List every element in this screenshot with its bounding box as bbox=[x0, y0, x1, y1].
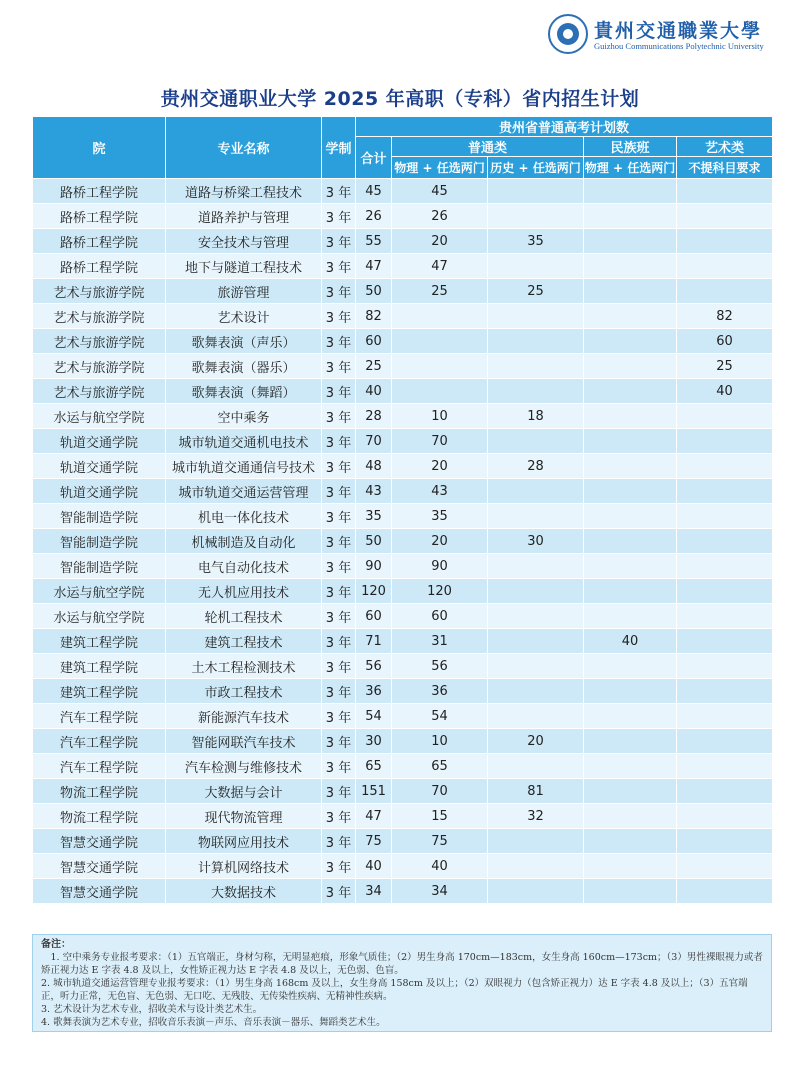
cell-history: 35 bbox=[488, 229, 584, 254]
cell-ethnic bbox=[584, 304, 677, 329]
cell-physics: 26 bbox=[392, 204, 488, 229]
cell-major: 歌舞表演（器乐） bbox=[166, 354, 322, 379]
cell-years: 3 年 bbox=[322, 579, 356, 604]
cell-ethnic bbox=[584, 679, 677, 704]
cell-major: 汽车检测与维修技术 bbox=[166, 754, 322, 779]
cell-ethnic bbox=[584, 554, 677, 579]
cell-major: 城市轨道交通机电技术 bbox=[166, 429, 322, 454]
cell-physics: 31 bbox=[392, 629, 488, 654]
cell-ethnic bbox=[584, 229, 677, 254]
note-4: 4. 歌舞表演为艺术专业，招收音乐表演－声乐、音乐表演－器乐、舞蹈类艺术生。 bbox=[41, 1017, 386, 1028]
cell-major: 城市轨道交通通信号技术 bbox=[166, 454, 322, 479]
table-row bbox=[33, 604, 773, 629]
cell-physics: 10 bbox=[392, 729, 488, 754]
cell-years: 3 年 bbox=[322, 479, 356, 504]
cell-major: 歌舞表演（声乐） bbox=[166, 329, 322, 354]
cell-physics: 43 bbox=[392, 479, 488, 504]
university-seal-icon bbox=[548, 14, 588, 54]
cell-years: 3 年 bbox=[322, 729, 356, 754]
cell-college: 智能制造学院 bbox=[33, 529, 166, 554]
cell-major: 无人机应用技术 bbox=[166, 579, 322, 604]
cell-physics: 56 bbox=[392, 654, 488, 679]
cell-total: 60 bbox=[356, 329, 392, 354]
cell-art bbox=[677, 679, 773, 704]
cell-years: 3 年 bbox=[322, 604, 356, 629]
cell-total: 36 bbox=[356, 679, 392, 704]
cell-art bbox=[677, 754, 773, 779]
cell-years: 3 年 bbox=[322, 554, 356, 579]
header-physics-track: 物理 + 任选两门 bbox=[392, 157, 488, 179]
cell-physics: 45 bbox=[392, 179, 488, 204]
cell-major: 计算机网络技术 bbox=[166, 854, 322, 879]
cell-ethnic bbox=[584, 404, 677, 429]
cell-ethnic bbox=[584, 704, 677, 729]
cell-major: 安全技术与管理 bbox=[166, 229, 322, 254]
cell-college: 智慧交通学院 bbox=[33, 854, 166, 879]
cell-art bbox=[677, 504, 773, 529]
cell-years: 3 年 bbox=[322, 779, 356, 804]
cell-ethnic bbox=[584, 379, 677, 404]
cell-major: 机械制造及自动化 bbox=[166, 529, 322, 554]
cell-physics bbox=[392, 329, 488, 354]
cell-ethnic bbox=[584, 179, 677, 204]
cell-history bbox=[488, 304, 584, 329]
table-row bbox=[33, 354, 773, 379]
cell-total: 65 bbox=[356, 754, 392, 779]
cell-total: 120 bbox=[356, 579, 392, 604]
cell-history bbox=[488, 479, 584, 504]
cell-physics: 20 bbox=[392, 529, 488, 554]
cell-ethnic bbox=[584, 254, 677, 279]
cell-history bbox=[488, 879, 584, 904]
cell-ethnic bbox=[584, 354, 677, 379]
cell-major: 歌舞表演（舞蹈） bbox=[166, 379, 322, 404]
cell-major: 物联网应用技术 bbox=[166, 829, 322, 854]
enrollment-table-wrapper bbox=[32, 116, 772, 904]
cell-years: 3 年 bbox=[322, 754, 356, 779]
cell-physics: 120 bbox=[392, 579, 488, 604]
table-row bbox=[33, 754, 773, 779]
cell-history bbox=[488, 629, 584, 654]
table-row bbox=[33, 829, 773, 854]
cell-college: 汽车工程学院 bbox=[33, 729, 166, 754]
cell-history bbox=[488, 379, 584, 404]
cell-total: 56 bbox=[356, 654, 392, 679]
cell-art bbox=[677, 404, 773, 429]
cell-physics: 47 bbox=[392, 254, 488, 279]
table-row bbox=[33, 779, 773, 804]
cell-ethnic bbox=[584, 429, 677, 454]
cell-art bbox=[677, 254, 773, 279]
cell-years: 3 年 bbox=[322, 404, 356, 429]
cell-total: 71 bbox=[356, 629, 392, 654]
cell-physics: 25 bbox=[392, 279, 488, 304]
cell-major: 旅游管理 bbox=[166, 279, 322, 304]
cell-college: 路桥工程学院 bbox=[33, 179, 166, 204]
cell-physics bbox=[392, 354, 488, 379]
cell-college: 艺术与旅游学院 bbox=[33, 379, 166, 404]
table-row bbox=[33, 629, 773, 654]
cell-art bbox=[677, 854, 773, 879]
cell-total: 55 bbox=[356, 229, 392, 254]
notes-title: 备注： bbox=[41, 939, 71, 950]
cell-total: 54 bbox=[356, 704, 392, 729]
cell-physics: 60 bbox=[392, 604, 488, 629]
cell-total: 48 bbox=[356, 454, 392, 479]
cell-history bbox=[488, 354, 584, 379]
cell-art bbox=[677, 429, 773, 454]
cell-history bbox=[488, 554, 584, 579]
cell-college: 汽车工程学院 bbox=[33, 704, 166, 729]
cell-physics: 40 bbox=[392, 854, 488, 879]
cell-total: 28 bbox=[356, 404, 392, 429]
cell-history bbox=[488, 654, 584, 679]
university-logo bbox=[548, 14, 780, 58]
cell-physics: 65 bbox=[392, 754, 488, 779]
note-3: 3. 艺术设计为艺术专业，招收美术与设计类艺术生。 bbox=[41, 1004, 263, 1015]
cell-ethnic bbox=[584, 854, 677, 879]
cell-major: 市政工程技术 bbox=[166, 679, 322, 704]
cell-total: 43 bbox=[356, 479, 392, 504]
cell-physics: 34 bbox=[392, 879, 488, 904]
cell-ethnic bbox=[584, 529, 677, 554]
cell-history: 25 bbox=[488, 279, 584, 304]
cell-ethnic bbox=[584, 454, 677, 479]
cell-history: 20 bbox=[488, 729, 584, 754]
cell-college: 路桥工程学院 bbox=[33, 254, 166, 279]
cell-physics: 54 bbox=[392, 704, 488, 729]
cell-years: 3 年 bbox=[322, 454, 356, 479]
cell-total: 35 bbox=[356, 504, 392, 529]
cell-history bbox=[488, 604, 584, 629]
header-history-track: 历史 + 任选两门 bbox=[488, 157, 584, 179]
cell-college: 智慧交通学院 bbox=[33, 829, 166, 854]
table-row bbox=[33, 379, 773, 404]
cell-history: 28 bbox=[488, 454, 584, 479]
cell-major: 电气自动化技术 bbox=[166, 554, 322, 579]
cell-physics: 70 bbox=[392, 429, 488, 454]
cell-history: 32 bbox=[488, 804, 584, 829]
cell-years: 3 年 bbox=[322, 654, 356, 679]
cell-college: 水运与航空学院 bbox=[33, 404, 166, 429]
cell-ethnic bbox=[584, 779, 677, 804]
cell-total: 47 bbox=[356, 804, 392, 829]
cell-physics: 10 bbox=[392, 404, 488, 429]
header-ethnic: 民族班 bbox=[584, 137, 677, 157]
cell-major: 大数据与会计 bbox=[166, 779, 322, 804]
cell-total: 70 bbox=[356, 429, 392, 454]
cell-physics: 36 bbox=[392, 679, 488, 704]
table-row bbox=[33, 279, 773, 304]
cell-history bbox=[488, 504, 584, 529]
cell-ethnic bbox=[584, 604, 677, 629]
table-row bbox=[33, 254, 773, 279]
cell-college: 建筑工程学院 bbox=[33, 654, 166, 679]
table-row bbox=[33, 854, 773, 879]
table-row bbox=[33, 579, 773, 604]
cell-ethnic bbox=[584, 729, 677, 754]
cell-years: 3 年 bbox=[322, 204, 356, 229]
cell-major: 新能源汽车技术 bbox=[166, 704, 322, 729]
cell-art bbox=[677, 479, 773, 504]
table-row bbox=[33, 804, 773, 829]
cell-physics: 20 bbox=[392, 454, 488, 479]
cell-history bbox=[488, 429, 584, 454]
cell-college: 艺术与旅游学院 bbox=[33, 354, 166, 379]
cell-history bbox=[488, 579, 584, 604]
cell-physics bbox=[392, 304, 488, 329]
header-years: 学制 bbox=[322, 117, 356, 179]
table-row bbox=[33, 404, 773, 429]
cell-total: 26 bbox=[356, 204, 392, 229]
cell-major: 轮机工程技术 bbox=[166, 604, 322, 629]
table-row bbox=[33, 529, 773, 554]
note-2: 2. 城市轨道交通运营管理专业报考要求：（1）男生身高 168cm 及以上，女生身高 158cm 及以上；（2）双眼视力（包含矫正视力）达 E 字表 4.8 及以上；（3）五官端正，听力正常，无色盲、无色弱、无口吃、无残肢、无传染性疾病、无精神性疾病。 bbox=[41, 978, 748, 1002]
cell-ethnic bbox=[584, 829, 677, 854]
cell-college: 建筑工程学院 bbox=[33, 629, 166, 654]
cell-art: 25 bbox=[677, 354, 773, 379]
cell-physics: 15 bbox=[392, 804, 488, 829]
cell-major: 土木工程检测技术 bbox=[166, 654, 322, 679]
cell-college: 轨道交通学院 bbox=[33, 429, 166, 454]
cell-ethnic bbox=[584, 479, 677, 504]
cell-ethnic bbox=[584, 329, 677, 354]
header-ethnic-physics-track: 物理 + 任选两门 bbox=[584, 157, 677, 179]
cell-college: 物流工程学院 bbox=[33, 804, 166, 829]
cell-ethnic bbox=[584, 204, 677, 229]
cell-total: 30 bbox=[356, 729, 392, 754]
cell-years: 3 年 bbox=[322, 229, 356, 254]
cell-years: 3 年 bbox=[322, 304, 356, 329]
notes-box bbox=[32, 934, 772, 1032]
cell-physics: 75 bbox=[392, 829, 488, 854]
cell-physics: 20 bbox=[392, 229, 488, 254]
logo-chinese-name: 貴州交通職業大學 bbox=[594, 20, 763, 42]
cell-total: 40 bbox=[356, 854, 392, 879]
cell-art bbox=[677, 779, 773, 804]
cell-college: 智能制造学院 bbox=[33, 554, 166, 579]
cell-college: 水运与航空学院 bbox=[33, 579, 166, 604]
table-row bbox=[33, 504, 773, 529]
cell-years: 3 年 bbox=[322, 254, 356, 279]
table-row bbox=[33, 679, 773, 704]
cell-major: 地下与隧道工程技术 bbox=[166, 254, 322, 279]
cell-art bbox=[677, 529, 773, 554]
cell-college: 轨道交通学院 bbox=[33, 479, 166, 504]
cell-years: 3 年 bbox=[322, 829, 356, 854]
cell-art bbox=[677, 729, 773, 754]
cell-art: 82 bbox=[677, 304, 773, 329]
cell-major: 道路养护与管理 bbox=[166, 204, 322, 229]
cell-history bbox=[488, 329, 584, 354]
cell-years: 3 年 bbox=[322, 279, 356, 304]
cell-years: 3 年 bbox=[322, 329, 356, 354]
cell-college: 建筑工程学院 bbox=[33, 679, 166, 704]
header-total: 合计 bbox=[356, 137, 392, 179]
cell-art bbox=[677, 554, 773, 579]
cell-art bbox=[677, 879, 773, 904]
cell-major: 城市轨道交通运营管理 bbox=[166, 479, 322, 504]
enrollment-plan-table bbox=[32, 116, 773, 904]
cell-art bbox=[677, 654, 773, 679]
cell-college: 物流工程学院 bbox=[33, 779, 166, 804]
cell-college: 水运与航空学院 bbox=[33, 604, 166, 629]
cell-art bbox=[677, 179, 773, 204]
table-body bbox=[33, 179, 773, 904]
table-row bbox=[33, 654, 773, 679]
cell-major: 空中乘务 bbox=[166, 404, 322, 429]
table-row bbox=[33, 229, 773, 254]
cell-ethnic bbox=[584, 879, 677, 904]
cell-major: 大数据技术 bbox=[166, 879, 322, 904]
cell-major: 道路与桥梁工程技术 bbox=[166, 179, 322, 204]
cell-total: 40 bbox=[356, 379, 392, 404]
cell-years: 3 年 bbox=[322, 179, 356, 204]
header-major: 专业名称 bbox=[166, 117, 322, 179]
table-row bbox=[33, 329, 773, 354]
note-1: 1. 空中乘务专业报考要求：（1）五官端正，身材匀称，无明显疤痕，形象气质佳；（2）男生身高 170cm—183cm，女生身高 160cm—173cm；（3）男性裸眼视力或者矫正视力达 E 字表 4.8 及以上，女性矫正视力达 E 字表 4.8 及以上，无色弱、色盲。 bbox=[41, 952, 763, 976]
table-row bbox=[33, 554, 773, 579]
cell-physics: 35 bbox=[392, 504, 488, 529]
cell-total: 47 bbox=[356, 254, 392, 279]
cell-total: 151 bbox=[356, 779, 392, 804]
cell-history bbox=[488, 854, 584, 879]
cell-years: 3 年 bbox=[322, 354, 356, 379]
table-row bbox=[33, 704, 773, 729]
cell-art bbox=[677, 279, 773, 304]
table-row bbox=[33, 479, 773, 504]
cell-ethnic bbox=[584, 654, 677, 679]
cell-total: 75 bbox=[356, 829, 392, 854]
cell-ethnic: 40 bbox=[584, 629, 677, 654]
cell-art bbox=[677, 229, 773, 254]
cell-years: 3 年 bbox=[322, 429, 356, 454]
cell-total: 50 bbox=[356, 529, 392, 554]
cell-history: 18 bbox=[488, 404, 584, 429]
cell-history bbox=[488, 254, 584, 279]
cell-total: 50 bbox=[356, 279, 392, 304]
cell-years: 3 年 bbox=[322, 379, 356, 404]
cell-art bbox=[677, 829, 773, 854]
cell-total: 90 bbox=[356, 554, 392, 579]
cell-ethnic bbox=[584, 279, 677, 304]
header-college: 院 bbox=[33, 117, 166, 179]
header-art: 艺术类 bbox=[677, 137, 773, 157]
cell-college: 汽车工程学院 bbox=[33, 754, 166, 779]
cell-ethnic bbox=[584, 504, 677, 529]
cell-history: 81 bbox=[488, 779, 584, 804]
logo-english-name: Guizhou Communications Polytechnic University bbox=[594, 41, 764, 51]
header-general: 普通类 bbox=[392, 137, 584, 157]
cell-total: 45 bbox=[356, 179, 392, 204]
cell-college: 艺术与旅游学院 bbox=[33, 329, 166, 354]
cell-years: 3 年 bbox=[322, 629, 356, 654]
header-art-no-requirement: 不提科目要求 bbox=[677, 157, 773, 179]
table-row bbox=[33, 429, 773, 454]
table-row bbox=[33, 729, 773, 754]
header-plan-group: 贵州省普通高考计划数 bbox=[356, 117, 773, 137]
cell-art bbox=[677, 204, 773, 229]
cell-ethnic bbox=[584, 579, 677, 604]
cell-total: 25 bbox=[356, 354, 392, 379]
cell-years: 3 年 bbox=[322, 854, 356, 879]
cell-college: 艺术与旅游学院 bbox=[33, 304, 166, 329]
table-row bbox=[33, 204, 773, 229]
cell-history bbox=[488, 179, 584, 204]
cell-college: 轨道交通学院 bbox=[33, 454, 166, 479]
cell-years: 3 年 bbox=[322, 529, 356, 554]
cell-years: 3 年 bbox=[322, 804, 356, 829]
cell-ethnic bbox=[584, 804, 677, 829]
cell-college: 路桥工程学院 bbox=[33, 229, 166, 254]
cell-art bbox=[677, 629, 773, 654]
cell-history bbox=[488, 704, 584, 729]
cell-total: 60 bbox=[356, 604, 392, 629]
cell-years: 3 年 bbox=[322, 504, 356, 529]
cell-history bbox=[488, 754, 584, 779]
cell-years: 3 年 bbox=[322, 879, 356, 904]
table-row bbox=[33, 179, 773, 204]
cell-physics: 70 bbox=[392, 779, 488, 804]
cell-college: 智慧交通学院 bbox=[33, 879, 166, 904]
cell-history bbox=[488, 204, 584, 229]
cell-art bbox=[677, 604, 773, 629]
cell-total: 34 bbox=[356, 879, 392, 904]
cell-art: 60 bbox=[677, 329, 773, 354]
cell-history bbox=[488, 679, 584, 704]
cell-major: 艺术设计 bbox=[166, 304, 322, 329]
cell-physics bbox=[392, 379, 488, 404]
table-row bbox=[33, 879, 773, 904]
cell-art bbox=[677, 704, 773, 729]
table-row bbox=[33, 304, 773, 329]
cell-college: 路桥工程学院 bbox=[33, 204, 166, 229]
cell-physics: 90 bbox=[392, 554, 488, 579]
cell-history bbox=[488, 829, 584, 854]
cell-total: 82 bbox=[356, 304, 392, 329]
cell-history: 30 bbox=[488, 529, 584, 554]
page-title: 贵州交通职业大学 2025 年高职（专科）省内招生计划 bbox=[160, 88, 640, 110]
cell-college: 艺术与旅游学院 bbox=[33, 279, 166, 304]
table-row bbox=[33, 454, 773, 479]
cell-art bbox=[677, 454, 773, 479]
cell-major: 现代物流管理 bbox=[166, 804, 322, 829]
cell-major: 智能网联汽车技术 bbox=[166, 729, 322, 754]
cell-college: 智能制造学院 bbox=[33, 504, 166, 529]
cell-art bbox=[677, 804, 773, 829]
cell-ethnic bbox=[584, 754, 677, 779]
cell-major: 机电一体化技术 bbox=[166, 504, 322, 529]
cell-major: 建筑工程技术 bbox=[166, 629, 322, 654]
cell-art bbox=[677, 579, 773, 604]
cell-years: 3 年 bbox=[322, 679, 356, 704]
cell-years: 3 年 bbox=[322, 704, 356, 729]
cell-art: 40 bbox=[677, 379, 773, 404]
